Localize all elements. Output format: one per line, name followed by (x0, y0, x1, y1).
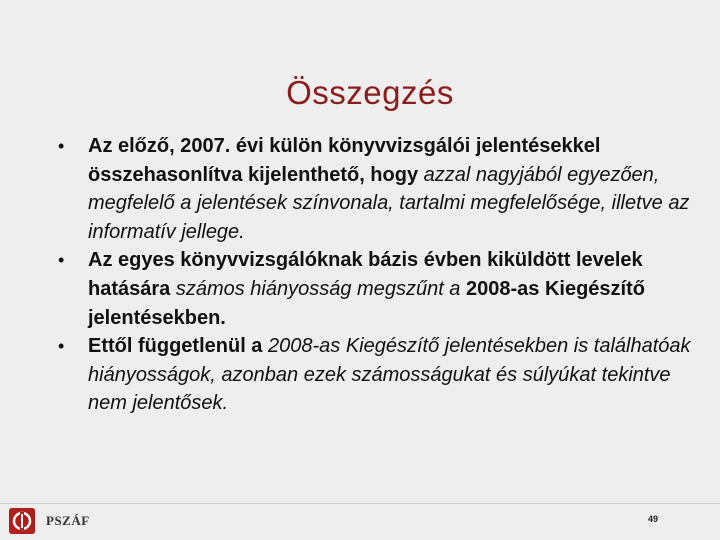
bullet-2-text-italic: számos hiányosság megszűnt a (175, 277, 466, 300)
bullet-2-text-bold-end: 2008-as Kiegészítő jelentésekben. (88, 277, 645, 329)
bullet-item-3 (58, 332, 698, 418)
bullet-dot-icon: • (58, 136, 65, 156)
bullet-dot-icon: • (58, 336, 65, 357)
bullet-item-1 (58, 132, 698, 246)
page-number: 49 (648, 514, 659, 524)
footer-divider (0, 503, 720, 504)
bullet-item-2 (58, 246, 698, 332)
bullet-3-text-italic: 2008-as Kiegészítő jelentésekben is találhatóak hiányosságok, azonban ezek számosságukat és súlyúkat tekintve nem jelentősek. (88, 335, 691, 415)
slide-title: Összegzés (286, 74, 454, 111)
pszaf-logo-icon (9, 508, 35, 534)
bullet-list (58, 132, 698, 418)
bullet-1-text-bold: Az előző, 2007. évi külön könyvvizsgálói jelentésekkel összehasonlítva kijelenthető, hogy (88, 135, 601, 186)
bullet-2-text-bold: Az egyes könyvvizsgálóknak bázis évben kiküldött levelek hatására (88, 249, 643, 300)
bullet-3-text-bold: Ettől függetlenül a (88, 335, 268, 358)
bullet-dot-icon: • (58, 250, 65, 271)
bullet-1-text-italic: azzal nagyjából egyezően, megfelelő a jelentések színvonala, tartalmi megfelelősége, illetve az informatív jellege. (88, 163, 690, 243)
pszaf-logo-icon-svg (9, 508, 35, 534)
logo-text: PSZÁF (46, 513, 90, 528)
